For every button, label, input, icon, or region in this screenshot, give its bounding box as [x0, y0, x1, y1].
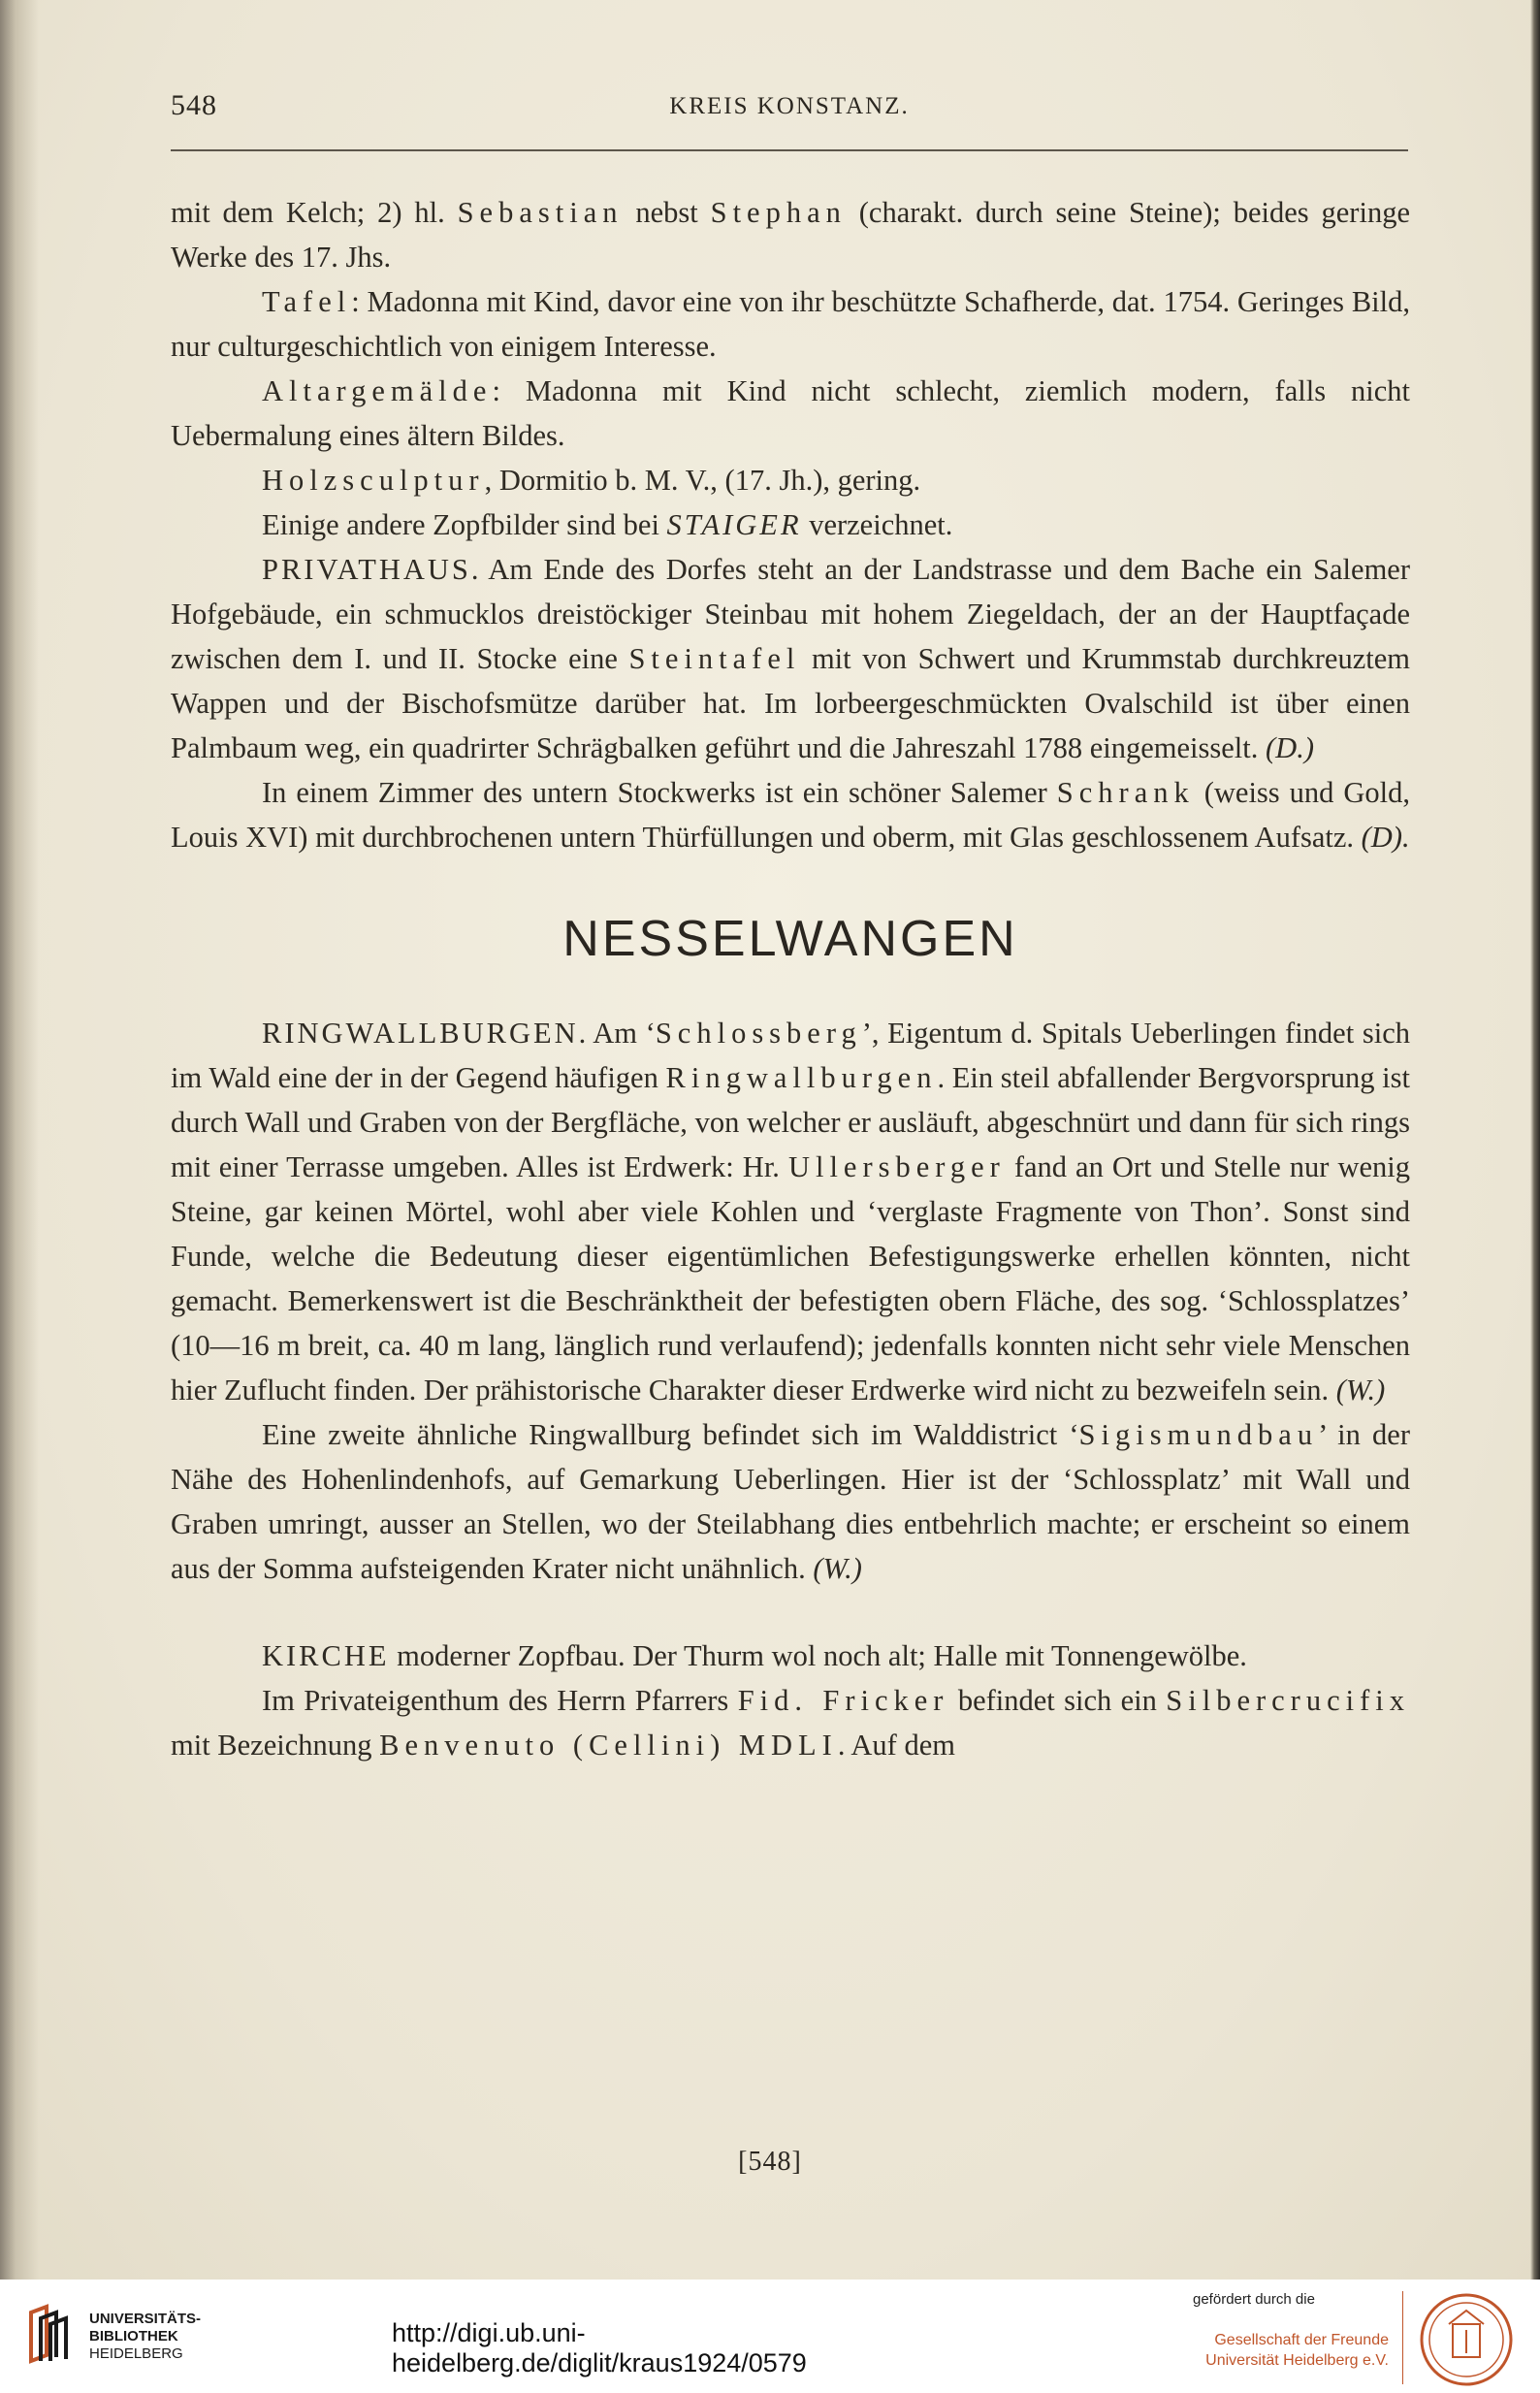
page-gutter-shadow — [0, 0, 39, 2280]
sponsor-label: gefördert durch die — [1193, 2291, 1315, 2308]
spaced-term: Schlossberg — [655, 1017, 862, 1050]
university-seal-icon — [1418, 2291, 1515, 2388]
header-rule — [171, 149, 1408, 151]
spaced-term: Holzsculptur — [262, 464, 485, 497]
paragraph: KIRCHE moderner Zopfbau. Der Thurm wol noch alt; Halle mit Tonnengewölbe. — [262, 1639, 1247, 1672]
spaced-name: Benvenuto (Cellini) MDLI — [379, 1729, 838, 1762]
spaced-term: Ringwallburgen — [665, 1061, 938, 1094]
spaced-heading: PRIVATHAUS — [262, 553, 471, 586]
author-reference: STAIGER — [666, 508, 802, 541]
paragraph: Holzsculptur, Dormitio b. M. V., (17. Jh.), gering. — [262, 464, 921, 497]
paragraph: mit dem Kelch; 2) hl. Sebastian nebst Stephan (charakt. durch seine Steine); beides geringe Werke des 17. Jhs. — [171, 196, 1410, 274]
spaced-term: Schrank — [1056, 776, 1195, 809]
running-title: KREIS KONSTANZ. — [669, 93, 910, 119]
spaced-name: Stephan — [710, 196, 847, 229]
author-initial: (D). — [1361, 821, 1410, 854]
author-initial: (W.) — [1335, 1374, 1386, 1407]
permalink-url[interactable]: http://digi.ub.uni-heidelberg.de/diglit/kraus1924/0579 — [392, 2318, 807, 2377]
running-head — [171, 85, 1408, 128]
spaced-heading: RINGWALLBURGEN — [262, 1017, 579, 1050]
sponsor-name: Gesellschaft der Freunde Universität Heidelberg e.V. — [1205, 2332, 1389, 2369]
author-initial: (W.) — [813, 1552, 862, 1585]
spaced-name: Sebastian — [457, 196, 624, 229]
paragraph: PRIVATHAUS. Am Ende des Dorfes steht an der Landstrasse und dem Bache ein Salemer Hofgebäude, ein schmucklos dreistöckiger Steinbau mit hohem Ziegeldach, der an der Hauptfaçade zwischen dem I. und II. Stocke eine Steintafel mit von Schwert und Krummstab durchkreuztem Wappen und der Bischofsmütze darüber hat. Im lorbeergeschmückten Ovalschild ist über einen Palmbaum weg, ein quadrirter Schrägbalken geführt und die Jahreszahl 1788 eingemeisselt. (D.) — [171, 553, 1410, 764]
paragraph: In einem Zimmer des untern Stockwerks ist ein schöner Salemer Schrank (weiss und Gold, Louis XVI) mit durchbrochenen untern Thürfüllungen und oberm, mit Glas geschlossenem Aufsatz. (D). — [171, 776, 1410, 854]
body-text — [171, 190, 1410, 1767]
library-name: UNIVERSITÄTS- BIBLIOTHEK HEIDELBERG — [89, 2311, 202, 2362]
paragraph: RINGWALLBURGEN. Am ‘Schlossberg’, Eigentum d. Spitals Ueberlingen findet sich im Wald eine der in der Gegend häufigen Ringwallburgen. Ein steil abfallender Bergvorsprung ist durch Wall und Graben von der Bergfläche, von welcher er ausläuft, abgeschnürt und dann für sich rings mit einer Terrasse umgeben. Alles ist Erdwerk: Hr. Ullersberger fand an Ort und Stelle nur wenig Steine, gar keinen Mörtel, wohl aber viele Kohlen und ‘verglaste Fragmente von Thon’. Sonst sind Funde, welche die Bedeutung dieser eigentümlichen Befestigungswerke erhellen könnten, nicht gemacht. Bemerkenswert ist die Beschränktheit der befestigten obern Fläche, des sog. ‘Schlossplatzes’ (10—16 m breit, ca. 40 m lang, länglich rund verlaufend); jedenfalls konnten nicht sehr viele Menschen hier Zuflucht finden. Der prähistorische Charakter dieser Erdwerke wird nicht zu bezweifeln sein. (W.) — [171, 1017, 1410, 1407]
library-logo-icon — [27, 2303, 78, 2365]
spacer — [171, 1591, 1410, 1633]
digitization-footer — [0, 2280, 1540, 2393]
folio-number: [548] — [738, 2147, 802, 2177]
paragraph: Eine zweite ähnliche Ringwallburg befindet sich im Walddistrict ‘Sigismundbau’ in der Nähe des Hohenlindenhofs, auf Gemarkung Ueberlingen. Hier ist der ‘Schlossplatz’ mit Wall und Graben umringt, ausser an Stellen, wo der Steilabhang dies entbehrlich machte; er erscheint so einem aus der Somma aufsteigenden Krater nicht unähnlich. (W.) — [171, 1418, 1411, 1585]
spaced-term: Steintafel — [628, 642, 801, 675]
paragraph: Im Privateigenthum des Herrn Pfarrers Fid. Fricker befindet sich ein Silbercrucifix mit Bezeichnung Benvenuto (Cellini) MDLI. Auf dem — [171, 1684, 1410, 1762]
paragraph: Einige andere Zopfbilder sind bei STAIGER verzeichnet. — [262, 508, 953, 541]
paragraph: Altargemälde: Madonna mit Kind nicht schlecht, ziemlich modern, falls nicht Uebermalung eines ältern Bildes. — [171, 374, 1410, 452]
spaced-heading: KIRCHE — [262, 1639, 390, 1672]
section-title: NESSELWANGEN — [562, 911, 1018, 967]
spaced-name: Ullersberger — [787, 1150, 1006, 1183]
spaced-term: Sigismundbau — [1078, 1418, 1319, 1451]
footer-divider — [1402, 2291, 1403, 2384]
page-number: 548 — [171, 89, 217, 121]
spaced-term: Altargemälde — [262, 374, 493, 407]
page-edge-shadow — [1530, 0, 1540, 2280]
paragraph: Tafel: Madonna mit Kind, davor eine von ihr beschützte Schafherde, dat. 1754. Geringes Bild, nur culturgeschichtlich von einigem Interesse. — [171, 285, 1410, 363]
spaced-name: Fid. Fricker — [737, 1684, 949, 1717]
author-initial: (D.) — [1266, 731, 1314, 764]
spaced-term: Tafel — [262, 285, 352, 318]
spaced-term: Silbercrucifix — [1166, 1684, 1410, 1717]
